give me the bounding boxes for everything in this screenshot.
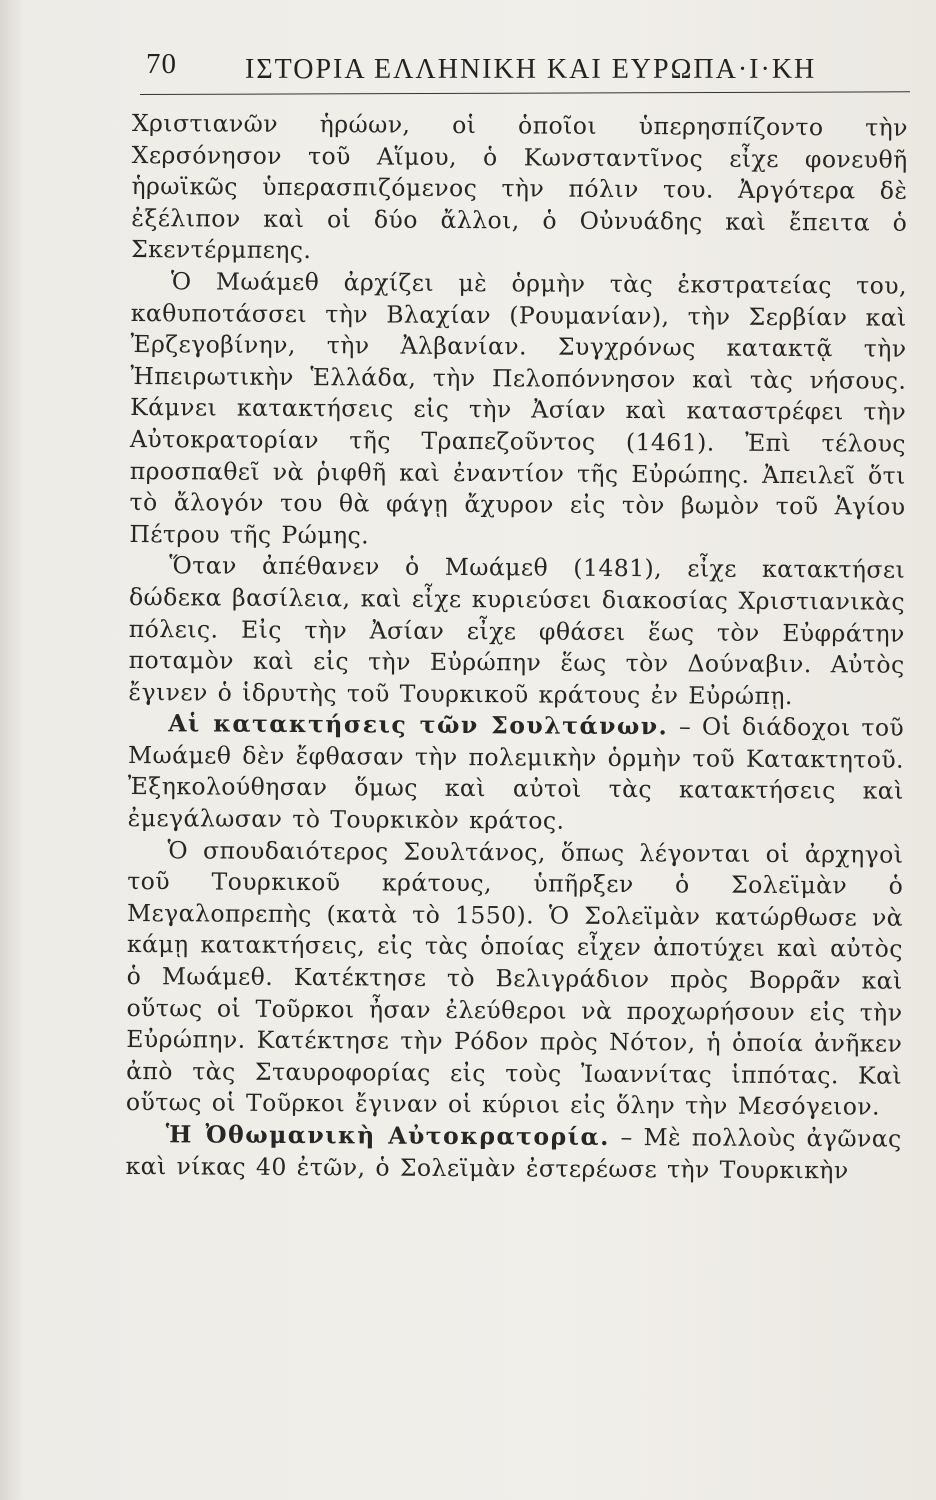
paragraph-4-text: – Οἱ διάδοχοι τοῦ Μωάμεθ δὲν ἔφθασαν τὴν πολεμικὴν ὁρμὴν τοῦ Κατακτητοῦ. Ἐξηκολούθησαν ὅμως καὶ αὐτοὶ τὰς κατακτήσεις καὶ ἐμεγάλωσαν τὸ Τουρκικὸν κράτος. [127,712,905,835]
header-rule [140,91,910,95]
running-head: ΙΣΤΟΡΙΑ ΕΛΛΗΝΙΚΗ ΚΑΙ ΕΥΡΩΠΑ·Ι·ΚΗ [245,54,817,85]
paragraph-5: Ὁ σπουδαιότερος Σουλτάνος, ὅπως λέγονται οἱ ἀρχηγοὶ τοῦ Τουρκικοῦ κράτους, ὑπῆρξεν ὁ Σολεϊμὰν ὁ Μεγαλοπρεπὴς (κατὰ τὸ 1550). Ὁ Σολεϊμὰν κατώρθωσε νὰ κάμῃ κατακτήσεις, εἰς τὰς ὁποίας εἶχεν ἀποτύχει καὶ αὐτὸς ὁ Μωάμεθ. Κατέκτησε τὸ Βελιγράδιον πρὸς Βορρᾶν καὶ οὕτως οἱ Τοῦρκοι ἦσαν ἐλεύθεροι νὰ προχωρήσουν εἰς τὴν Εὐρώπην. Κατέκτησε τὴν Ρόδον πρὸς Νότον, ἡ ὁποία ἀνῆκεν ἀπὸ τὰς Σταυροφορίας εἰς τοὺς Ἰωαννίτας ἱππότας. Καὶ οὕτως οἱ Τοῦρκοι ἔγιναν οἱ κύριοι εἰς ὅλην τὴν Μεσόγειον. [125,835,904,1121]
paragraph-2: Ὁ Μωάμεθ ἀρχίζει μὲ ὁρμὴν τὰς ἐκστρατείας του, καθυποτάσσει τὴν Βλαχίαν (Ρουμανίαν), τὴν Σερβίαν καὶ Ἐρζεγοβίνην, τὴν Ἀλβανίαν. Συγχρόνως κατακτᾷ τὴν Ἠπειρωτικὴν Ἑλλάδα, τὴν Πελοπόννησον καὶ τὰς νήσους. Κάμνει κατακτήσεις εἰς τὴν Ἀσίαν καὶ καταστρέφει τὴν Αὐτοκρατορίαν τῆς Τραπεζοῦντος (1461). Ἐπὶ τέλους προσπαθεῖ νὰ ῥιφθῆ καὶ ἐναντίον τῆς Εὐρώπης. Ἀπειλεῖ ὅτι τὸ ἄλογόν του θὰ φάγῃ ἄχυρον εἰς τὸν βωμὸν τοῦ Ἁγίου Πέτρου τῆς Ρώμης. [129,267,908,550]
page-header [140,48,910,108]
section-title-conquests: Αἱ κατακτήσεις τῶν Σουλτάνων. [168,709,669,741]
paragraph-4 [128,708,905,839]
page-body [125,108,908,1187]
paragraph-3: Ὅταν ἀπέθανεν ὁ Μωάμεθ (1481), εἶχε κατακτήσει δώδεκα βασίλεια, καὶ εἶχε κυριεύσει διακοσίας Χριστιανικὰς πόλεις. Εἰς τὴν Ἀσίαν εἶχε φθάσει ἕως τὸν Εὐφράτην ποταμὸν καὶ εἰς τὴν Εὐρώπην ἕως τὸν Δούναβιν. Αὐτὸς ἔγινεν ὁ ἱδρυτὴς τοῦ Τουρκικοῦ κράτους ἐν Εὐρώπῃ. [128,551,906,710]
paragraph-1: Χριστιανῶν ἡρώων, οἱ ὁποῖοι ὑπερησπίζοντο τὴν Χερσόνησον τοῦ Αἵμου, ὁ Κωνσταντῖνος εἶχε φονευθῆ ἡρωϊκῶς ὑπερασπιζόμενος τὴν πόλιν του. Ἀργότερα δὲ ἐξέλιπον καὶ οἱ δύο ἄλλοι, ὁ Οὐνυάδης καὶ ἔπειτα ὁ Σκεντέρμπεης. [131,108,908,265]
section-title-ottoman-empire: Ἡ Ὀθωμανικὴ Αὐτοκρατορία. [165,1120,610,1151]
paragraph-6-text: – Μὲ πολλοὺς ἀγῶνας καὶ νίκας 40 ἐτῶν, ὁ Σολεϊμὰν ἐστερέωσε τὴν Τουρκικὴν [125,1122,902,1184]
paragraph-6 [125,1119,901,1187]
page-number: 70 [146,48,177,80]
